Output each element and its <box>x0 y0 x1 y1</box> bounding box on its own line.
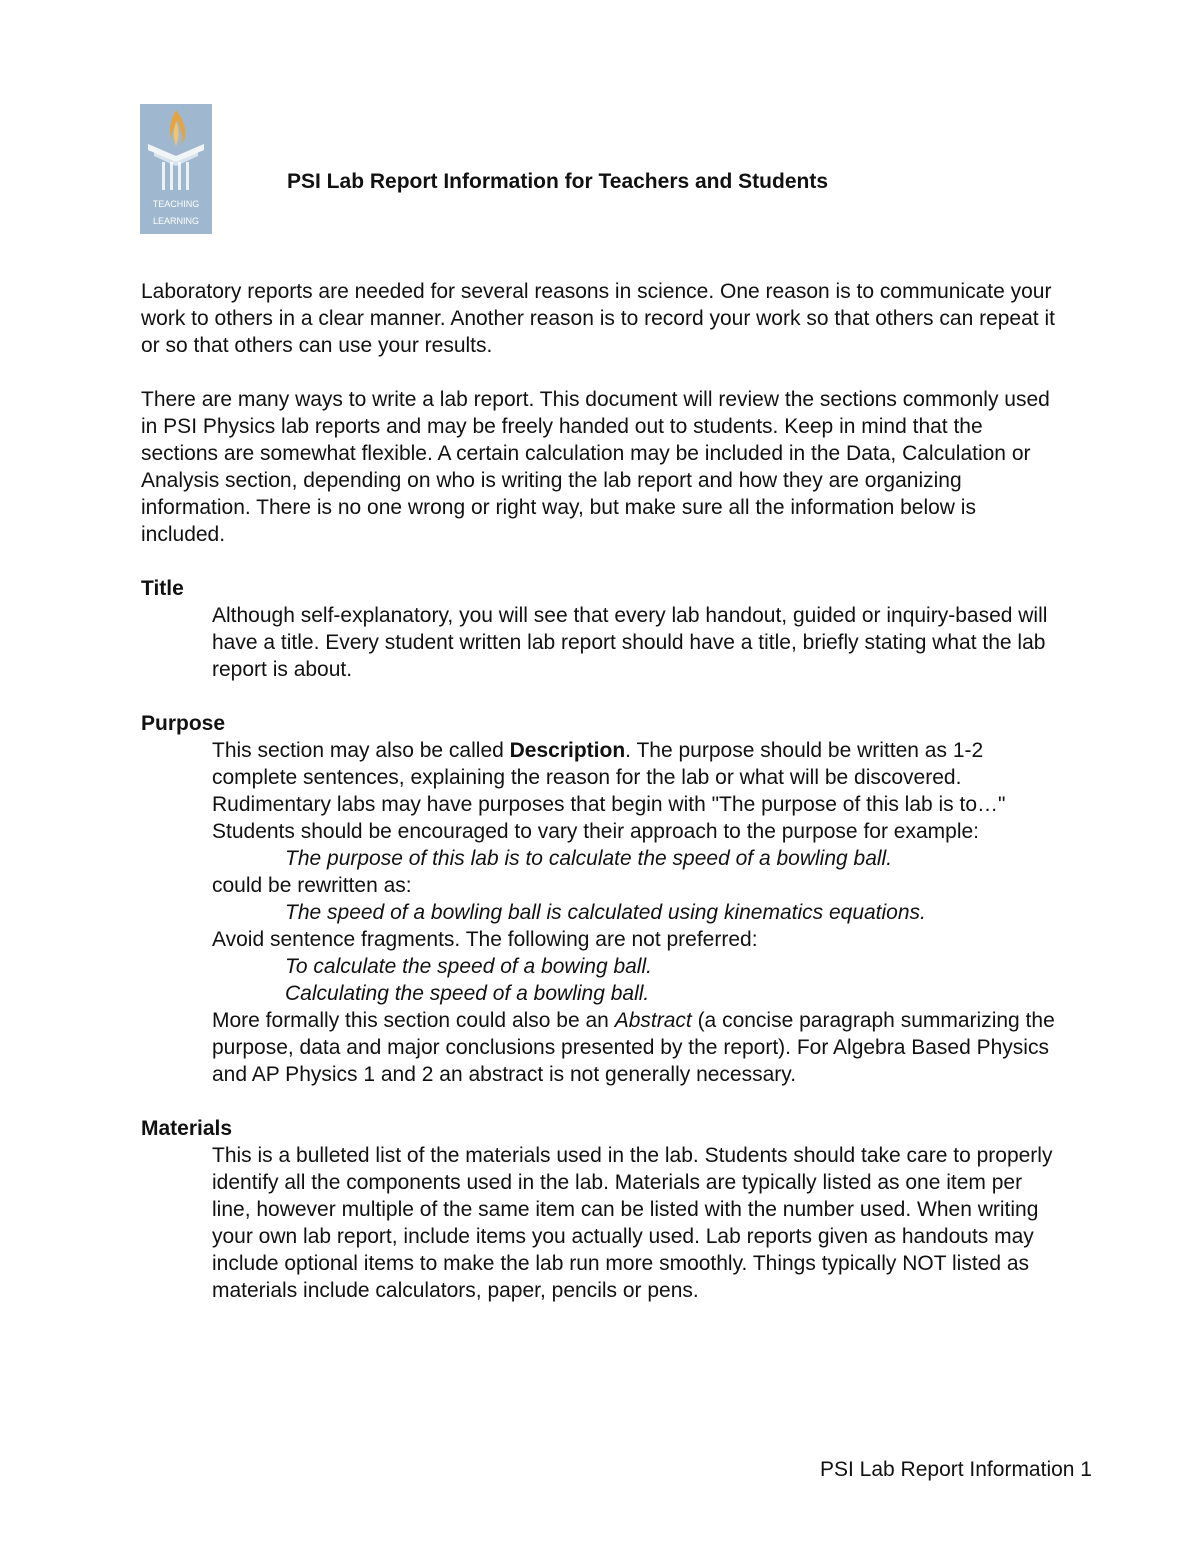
section-heading-purpose: Purpose <box>141 712 226 735</box>
purpose-example-1: The purpose of this lab is to calculate the speed of a bowling ball. <box>285 847 893 870</box>
section-heading-title: Title <box>141 577 184 600</box>
intro-paragraph-1: Laboratory reports are needed for several reasons in science. One reason is to communicate your work to others in a clear manner. Another reason is to record your work so that others can repeat it or so that others can use your results. <box>141 280 1055 357</box>
section-heading-materials: Materials <box>141 1117 233 1140</box>
intro-paragraph-2: There are many ways to write a lab report. This document will review the sections commonly used in PSI Physics lab reports and may be freely handed out to students. Keep in mind that the sections are somewhat flexible. A certain calculation may be included in the Data, Calculation or Analysis section, depending on who is writing the lab report and how they are organizing information. There is no one wrong or right way, but make sure all the information below is included. <box>141 388 1050 546</box>
section-body-title <box>212 602 1061 683</box>
formal-text-post: (a concise paragraph summarizing the purpose, data and major conclusions presented by the report). For Algebra Based Physics and AP Physics 1 and 2 an abstract is not generally necessary. <box>212 1009 1055 1086</box>
formal-text-italic: Abstract <box>614 1009 692 1032</box>
purpose-text-pre: This section may also be called <box>212 739 510 762</box>
purpose-formal-paragraph <box>212 1007 1061 1088</box>
purpose-example-3: To calculate the speed of a bowing ball. <box>285 955 652 978</box>
document-body <box>141 278 1061 1331</box>
purpose-example-4: Calculating the speed of a bowling ball. <box>285 982 650 1005</box>
psi-logo <box>140 104 212 234</box>
formal-text-pre: More formally this section could also be an <box>212 1009 615 1032</box>
title-section-text: Although self-explanatory, you will see that every lab handout, guided or inquiry-based will have a title. Every student written lab report should have a title, briefly stating what the lab report is about. <box>212 604 1048 681</box>
flame-logo-icon <box>140 104 212 234</box>
purpose-text-post: . The purpose should be written as 1-2 complete sentences, explaining the reason for the lab or what will be discovered. Rudimentary labs may have purposes that begin with "The purpose of this lab is to…" Students should be encouraged to vary their approach to the purpose for example: <box>212 739 1006 843</box>
section-body-purpose <box>212 737 1061 1088</box>
section-body-materials <box>212 1142 1061 1304</box>
purpose-paragraph <box>212 737 1061 845</box>
logo-text-teaching: TEACHING <box>152 199 200 209</box>
page-title: PSI Lab Report Information for Teachers and Students <box>287 170 829 193</box>
materials-text: This is a bulleted list of the materials used in the lab. Students should take care to properly identify all the components used in the lab. Materials are typically listed as one item per line, however multiple of the same item can be listed with the number used. When writing your own lab report, include items you actually used. Lab reports given as handouts may include optional items to make the lab run more smoothly. Things typically NOT listed as materials include calculators, paper, pencils or pens. <box>212 1144 1053 1302</box>
purpose-example-2: The speed of a bowling ball is calculated using kinematics equations. <box>285 901 926 924</box>
purpose-rewrite-label: could be rewritten as: <box>212 874 412 897</box>
purpose-avoid-text: Avoid sentence fragments. The following are not preferred: <box>212 928 758 951</box>
page-footer: PSI Lab Report Information 1 <box>820 1458 1092 1481</box>
purpose-text-bold: Description <box>509 739 626 762</box>
logo-text-learning: LEARNING <box>152 216 200 226</box>
